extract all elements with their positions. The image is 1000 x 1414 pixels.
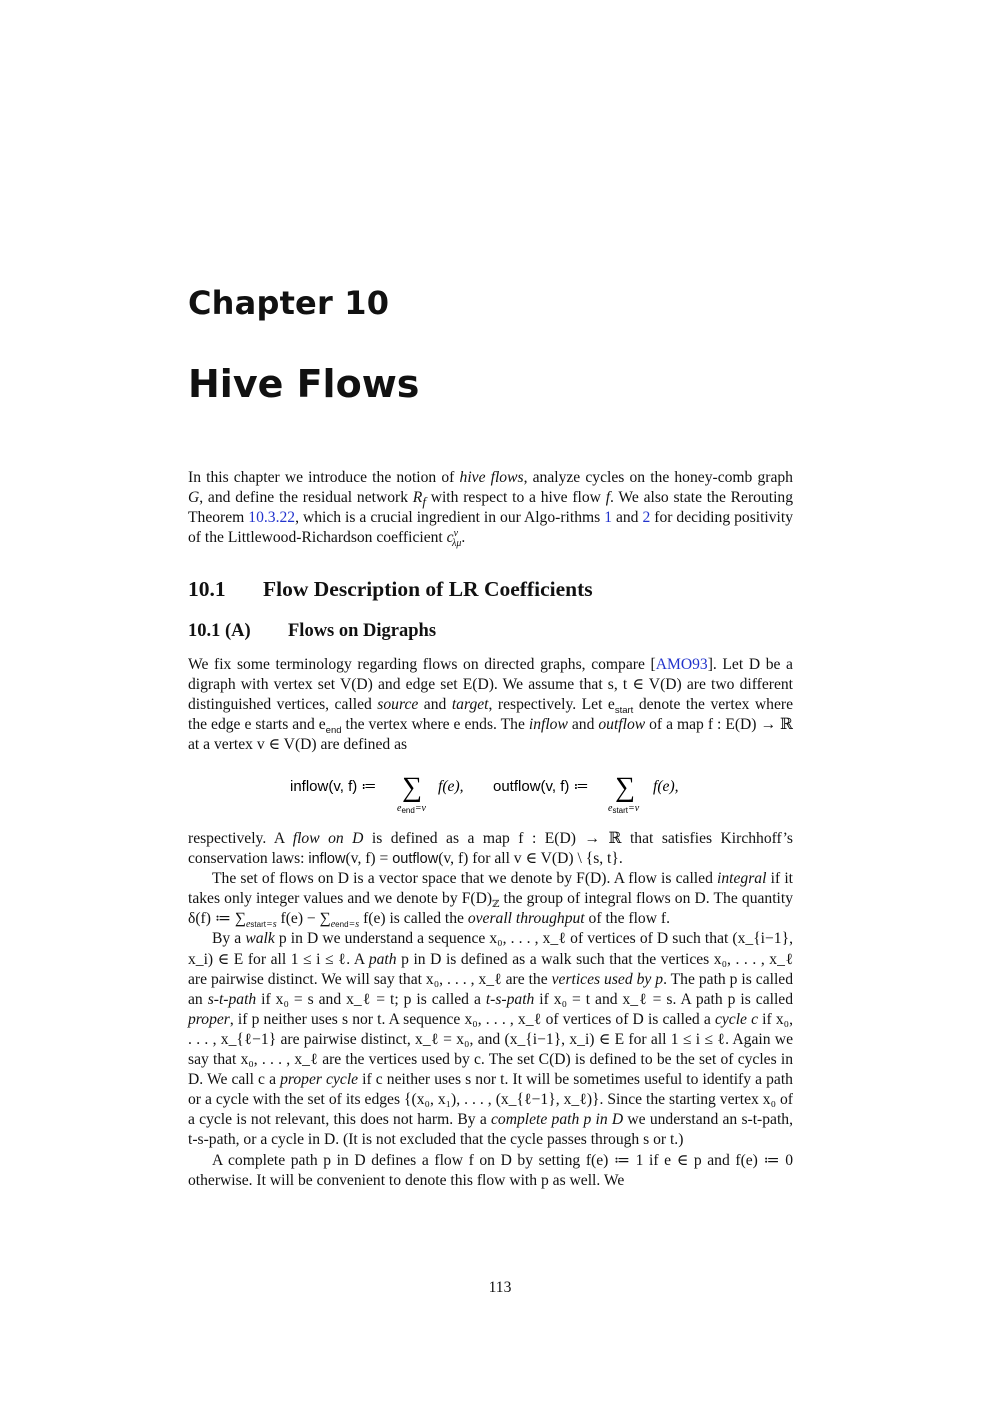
chapter-label: Chapter 10 xyxy=(188,284,390,322)
page-number: 113 xyxy=(488,1279,512,1296)
eq-outflow-lhs: outflow(v, f) ≔ xyxy=(493,778,589,795)
section-number: 10.1 xyxy=(188,577,226,601)
paragraph-flow-definition: respectively. A flow on D is defined as a map f : E(D) → ℝ that satisfies Kirchhoff’s conservation laws: inflow(v, f) = outflow(v, f) for all v ∈ V(D) \ {s, t}. xyxy=(188,830,794,868)
theorem-ref-link[interactable]: 10.3.22 xyxy=(248,509,296,527)
eq-sum-2: ∑ xyxy=(615,772,635,803)
eq-sum-1: ∑ xyxy=(402,772,422,803)
paragraph-walks-paths: By a walk p in D we understand a sequence x₀, . . . , x_ℓ of vertices of D such that (x_{i−1}, x_i) ∈ E for all 1 ≤ i ≤ ℓ. A path p in D is defined as a walk such that the vertices x₀, . . . , x_ℓ are pairwise distinct. We will say that x₀, . . . , x_ℓ are the vertices used by p. The path p is called an s-t-path if x₀ = s and x_ℓ = t; p is called a t-s-path if x₀ = t and x_ℓ = s. A path p is called proper, if p neither uses s nor t. A sequence x₀, . . . , x_ℓ of vertices of D is called a cycle c if x₀, . . . , x_{ℓ−1} are pairwise distinct, x_ℓ = x₀, and (x_{i−1}, x_i) ∈ E for all 1 ≤ i ≤ ℓ. Again we say that x₀, . . . , x_ℓ are the vertices used by c. The set C(D) is defined to be the set of cycles in D. We call c a proper cycle if c neither uses s nor t. It will be sometimes useful to identify a path or a cycle with the set of its edges {(x₀, x₁), . . . , (x_{ℓ−1}, x_ℓ)}. Since the starting vertex x₀ of a cycle is not relevant, this does not harm. By a complete path p in D we understand an s-t-path, t-s-path, or a cycle in D. (It is not excluded that the cycle passes through s or t.) xyxy=(188,930,794,1149)
intro-paragraph: In this chapter we introduce the notion of hive flows, analyze cycles on the honey-comb graph G, and define the residual network $R_f$ with respect to a hive flow f. We also state the Rerouting Theorem 10.3.22, which is a crucial ingredient in our Algo-rithms 1 and 2 for deciding positivity of the Littlewood-Richardson coefficient $c^\nu_{\lambda\mu}$. xyxy=(188,469,794,550)
emph-hive-flows: hive flows xyxy=(459,469,524,486)
inflow-outflow-equation xyxy=(188,766,793,818)
subsection-heading xyxy=(188,621,793,642)
eq-inflow-lhs: inflow(v, f) ≔ xyxy=(290,778,377,795)
algorithm-1-link[interactable]: 1 xyxy=(604,509,612,527)
paragraph-complete-path-flow: A complete path p in D defines a flow f on D by setting f(e) ≔ 1 if e ∈ p and f(e) ≔ 0 otherwise. It will be convenient to denote this flow with p as well. We xyxy=(188,1151,793,1189)
citation-link[interactable]: AMO93 xyxy=(655,656,708,673)
section-title: Flow Description of LR Coefficients xyxy=(263,577,593,601)
subsection-number: 10.1 (A) xyxy=(188,621,251,641)
body-paragraphs xyxy=(188,829,793,1191)
paragraph-terminology: We fix some terminology regarding flows on directed graphs, compare [AMO93]. Let D be a digraph with vertex set V(D) and edge set E(D). We assume that s, t ∈ V(D) are two different distinguished vertices, called source and target, respectively. Let $e_{start}$ denote the vertex where the edge e starts and $e_{end}$ the vertex where e ends. The inflow and outflow of a map f : E(D) → ℝ at a vertex v ∈ V(D) are defined as xyxy=(188,656,794,754)
eq-term-2: f(e), xyxy=(653,778,679,795)
svg-text:estart=v: $e_{start}=v$ xyxy=(608,803,640,815)
algorithm-2-link[interactable]: 2 xyxy=(642,509,651,527)
section-heading xyxy=(188,577,793,602)
eq-term-1: f(e), xyxy=(438,778,464,795)
subsection-title: Flows on Digraphs xyxy=(288,621,437,641)
svg-text:eend=v: $e_{end}=v$ xyxy=(397,803,426,815)
paragraph-vector-space: The set of flows on D is a vector space that we denote by F(D). A flow is called integral if it takes only integer values and we denote by $F(D)_ℤ$ the group of integral flows on D. The quantity δ(f) ≔ $\sum_{estart=s}$ $f(e) - \sum_{eend=s}$ f(e) is called the overall throughput of the flow f. xyxy=(188,870,793,931)
chapter-title: Hive Flows xyxy=(188,362,420,406)
